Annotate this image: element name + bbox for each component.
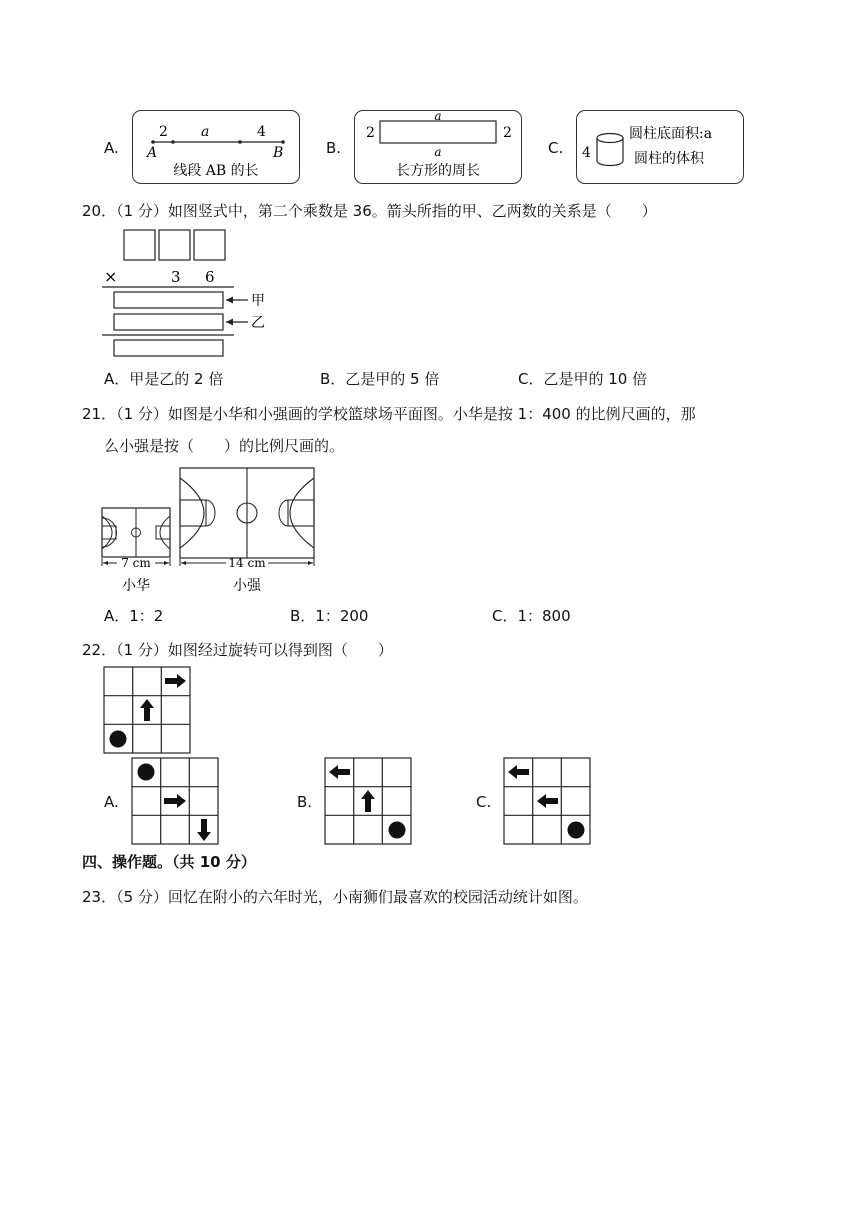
q20-label-jia: 甲	[251, 293, 265, 309]
q19-b-caption: 长方形的周长	[396, 163, 480, 179]
q19-c-side: 4	[582, 145, 591, 161]
q22-a-right-arrow-icon	[164, 794, 186, 808]
q22-a-dot-icon	[138, 764, 155, 781]
q22-option-c-label[interactable]: C.	[476, 793, 492, 811]
q22-b-dot-icon	[389, 822, 406, 839]
q19-a-point-a: A	[147, 145, 158, 161]
q20-vertical-multiplication-figure	[102, 228, 268, 358]
q21-big-length: 14 cm	[228, 556, 266, 570]
q22-option-a-grid	[131, 757, 219, 845]
q21-option-a[interactable]: A．1：2	[104, 607, 164, 625]
q19-a-point-b: B	[273, 145, 284, 161]
q21-big-name: 小强	[233, 578, 261, 594]
q19-option-a-figure	[132, 110, 300, 184]
q21-stem-line2: 么小强是按（ ）的比例尺画的。	[104, 437, 345, 455]
q21-basketball-court-figure	[100, 466, 316, 596]
q21-option-b[interactable]: B．1：200	[290, 607, 369, 625]
q22-b-up-arrow-icon	[361, 790, 375, 812]
q19-a-n1: 2	[159, 124, 168, 140]
q22-c-left-arrow-icon	[508, 765, 529, 779]
q19-b-top: a	[434, 111, 442, 123]
q20-label-yi: 乙	[251, 315, 265, 331]
q19-c-line1: 圆柱底面积:a	[629, 126, 713, 142]
q21-stem-line1: 21．（1 分）如图是小华和小强画的学校篮球场平面图。小华是按 1：400 的比例尺画的，那	[82, 405, 696, 423]
q22-original-grid	[103, 666, 191, 754]
q22-orig-right-arrow-icon	[165, 674, 186, 688]
q19-option-c-figure	[576, 110, 744, 184]
q22-option-a-label[interactable]: A.	[104, 793, 119, 811]
q22-option-b-label[interactable]: B.	[297, 793, 313, 811]
q19-option-c-label[interactable]: C.	[548, 139, 564, 157]
q19-option-b-figure	[354, 110, 522, 184]
q21-small-length: 7 cm	[121, 556, 151, 570]
q19-b-bottom: a	[434, 145, 442, 159]
q19-a-n2: 4	[257, 124, 266, 140]
q19-b-left: 2	[366, 125, 375, 141]
q22-stem: 22．（1 分）如图经过旋转可以得到图（ ）	[82, 641, 393, 659]
q19-a-var: a	[201, 124, 210, 140]
q21-option-c[interactable]: C．1：800	[492, 607, 571, 625]
q20-digit-6: 6	[205, 268, 215, 286]
q22-option-b-grid	[324, 757, 412, 845]
q20-digit-3: 3	[171, 268, 181, 286]
q20-times-sign: ×	[104, 267, 118, 286]
q19-b-right: 2	[503, 125, 512, 141]
q21-small-name: 小华	[122, 578, 150, 594]
q19-option-b-label[interactable]: B.	[326, 139, 342, 157]
q20-option-b[interactable]: B．乙是甲的 5 倍	[320, 370, 440, 388]
q22-orig-dot-icon	[110, 731, 127, 748]
q22-a-down-arrow-icon	[197, 819, 211, 841]
q20-option-a[interactable]: A．甲是乙的 2 倍	[104, 370, 224, 388]
q22-orig-up-arrow-icon	[140, 699, 154, 721]
q22-c-left-arrow-2-icon	[537, 794, 558, 808]
q19-option-a-label[interactable]: A.	[104, 139, 119, 157]
q22-c-dot-icon	[568, 822, 585, 839]
q19-a-caption: 线段 AB 的长	[173, 163, 259, 179]
section-4-title: 四、操作题。（共 10 分）	[82, 853, 256, 871]
q22-option-c-grid	[503, 757, 591, 845]
q20-option-c[interactable]: C．乙是甲的 10 倍	[518, 370, 648, 388]
q22-b-left-arrow-icon	[329, 765, 350, 779]
q19-c-line2: 圆柱的体积	[634, 151, 704, 167]
q20-stem: 20．（1 分）如图竖式中，第二个乘数是 36。箭头所指的甲、乙两数的关系是（ ）	[82, 202, 657, 220]
q23-stem: 23．（5 分）回忆在附小的六年时光，小南狮们最喜欢的校园活动统计如图。	[82, 888, 588, 906]
